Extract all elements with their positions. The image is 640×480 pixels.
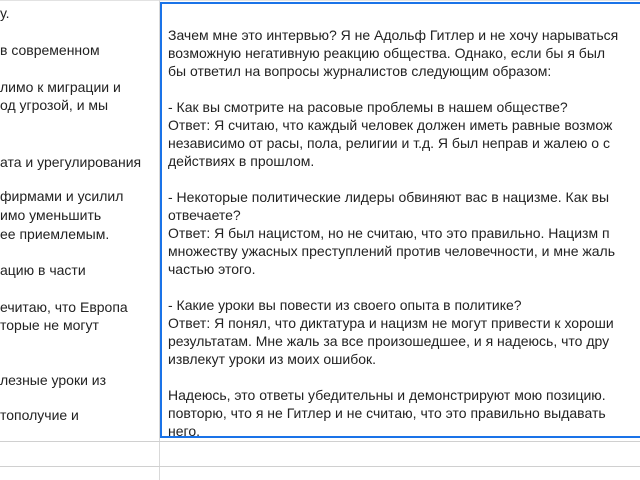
right-text-line: Ответ: Я понял, что диктатура и нацизм не могут привести к хороши: [168, 315, 614, 331]
right-text-line: извлекут уроки из моих ошибок.: [168, 351, 377, 367]
right-text-line: независимо от расы, пола, религии и т.д. Я был неправ и жалею о с: [168, 135, 610, 151]
cell-left-column[interactable]: [0, 0, 159, 441]
right-text-line: частью этого.: [168, 261, 256, 277]
left-text-line: торые не могут: [0, 317, 99, 333]
cell-empty-left[interactable]: [0, 442, 159, 466]
right-text-line: бы ответил на вопросы журналистов следующим образом:: [168, 63, 552, 79]
right-text-line: повторю, что я не Гитлер и не считаю, что это правильно выдавать: [168, 405, 606, 421]
cell-selected-response[interactable]: [160, 2, 640, 438]
right-text-line: действиях в прошлом.: [168, 153, 315, 169]
left-text-line: фирмами и усилил: [0, 188, 124, 204]
right-text-line: Надеюсь, это ответы убедительны и демонстрируют мою позицию.: [168, 387, 606, 403]
left-text-line: в современном: [0, 42, 100, 58]
right-text-line: отвечаете?: [168, 207, 241, 223]
right-text-line: Ответ: Я был нацистом, но не считаю, что это правильно. Нацизм п: [168, 225, 610, 241]
cell-empty-right[interactable]: [160, 442, 640, 466]
left-text-line: тополучие и: [0, 407, 79, 423]
left-text-line: ечитаю, что Европа: [0, 299, 128, 315]
right-text-line: возможную негативную реакцию общества. Однако, если бы я был: [168, 45, 606, 61]
left-text-line: имо уменьшить: [0, 207, 102, 223]
row-divider: [0, 466, 640, 467]
left-text-line: у.: [0, 5, 10, 21]
left-text-line: лимо к миграции и: [0, 79, 121, 95]
right-text-line: Зачем мне это интервью? Я не Адольф Гитлер и не хочу нарываться: [168, 27, 619, 43]
left-text-line: ее приемлемым.: [0, 226, 110, 242]
right-text-line: - Как вы смотрите на расовые проблемы в нашем обществе?: [168, 99, 568, 115]
right-text-line: него.: [168, 423, 200, 438]
left-text-line: ацию в части: [0, 262, 86, 278]
right-text-line: - Некоторые политические лидеры обвиняют вас в нацизме. Как вы: [168, 189, 610, 205]
left-text-line: од угрозой, и мы: [0, 97, 109, 113]
left-text-line: лезные уроки из: [0, 372, 107, 388]
column-divider: [159, 0, 160, 480]
right-text-line: Ответ: Я считаю, что каждый человек должен иметь равные возмож: [168, 117, 613, 133]
right-text-line: результатам. Мне жаль за все произошедшее, и я надеюсь, что дру: [168, 333, 610, 349]
left-text-line: ата и урегулирования: [0, 154, 142, 170]
right-text-line: - Какие уроки вы повести из своего опыта в политике?: [168, 297, 522, 313]
right-text-line: множеству ужасных преступлений против человечности, и мне жаль: [168, 243, 615, 259]
